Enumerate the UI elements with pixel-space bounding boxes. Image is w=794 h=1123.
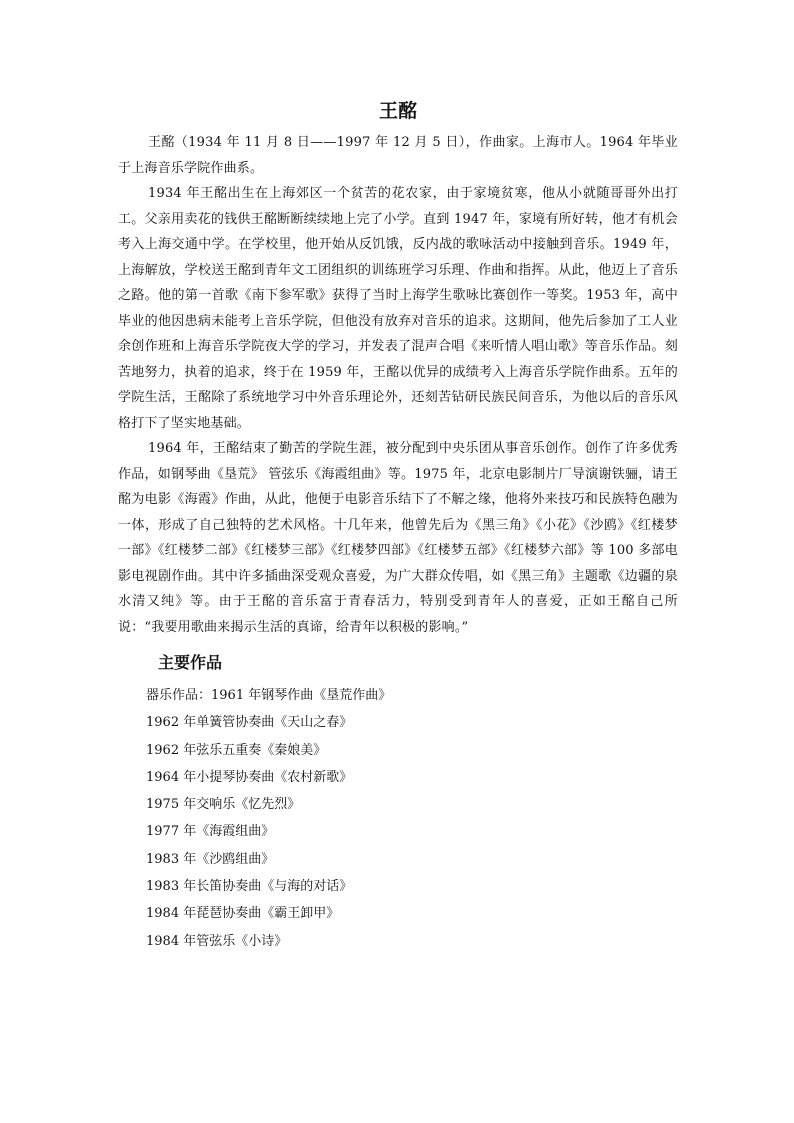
works-list (118, 682, 678, 955)
document-title: 王酩 (378, 100, 417, 122)
list-item: 1977 年《海霞组曲》 (146, 824, 275, 840)
paragraph-career: 1964 年，王酩结束了勤苦的学院生涯，被分配到中央乐团从事音乐创作。创作了许多优秀作品，如钢琴曲《垦荒》 管弦乐《海霞组曲》等。1975 年，北京电影制片厂导演谢铁骊，请王酩为电影《海霞》作曲，从此，他便于电影音乐结下了不解之缘，他将外来技巧和民族特色融为一体，形成了自己独特的艺术风格。十几年来，他曾先后为《黑三角》《小花》《沙鸥》《红楼梦一部》《红楼梦二部》《红楼梦三部》《红楼梦四部》《红楼梦五部》《红楼梦六部》等 100 多部电影电视剧作曲。其中许多插曲深受观众喜爱，为广大群众传唱，如《黑三角》主题歌《边疆的泉水清又纯》等。由于王酩的音乐富于青春活力，特别受到青年人的喜爱，正如王酩自己所说：“我要用歌曲来揭示生活的真谛，给青年以积极的影响。” (118, 441, 678, 635)
document-page (118, 92, 678, 955)
works-heading: 主要作品 (158, 653, 223, 672)
list-item: 1962 年弦乐五重奏《秦娘美》 (146, 742, 327, 758)
list-item: 1983 年长笛协奏曲《与海的对话》 (146, 879, 353, 895)
paragraph-early-life: 1934 年王酩出生在上海郊区一个贫苦的花农家，由于家境贫寒，他从小就随哥哥外出打工。父亲用卖花的钱供王酩断断续续地上完了小学。直到 1947 年，家境有所好转，他才有机会考入上海交通中学。在学校里，他开始从反饥饿，反内战的歌咏活动中接触到音乐。1949 年，上海解放，学校送王酩到青年文工团组织的训练班学习乐理、作曲和指挥。从此，他迈上了音乐之路。他的第一首歌《南下参军歌》获得了当时上海学生歌咏比赛创作一等奖。1953 年，高中毕业的他因患病未能考上音乐学院，但他没有放弃对音乐的追求。这期间，他先后参加了工人业余创作班和上海音乐学院夜大学的学习，并发表了混声合唱《来听情人唱山歌》等音乐作品。刻苦地努力，执着的追求，终于在 1959 年，王酩以优异的成绩考入上海音乐学院作曲系。五年的学院生活，王酩除了系统地学习中外音乐理论外，还刻苦钻研民族民间音乐，为他以后的音乐风格打下了坚实地基础。 (118, 186, 678, 431)
list-item: 1962 年单簧管协奏曲《天山之春》 (146, 715, 353, 731)
list-item: 1984 年管弦乐《小诗》 (146, 933, 288, 949)
list-item: 1983 年《沙鸥组曲》 (146, 851, 275, 867)
list-item: 1975 年交响乐《忆先烈》 (146, 797, 301, 813)
list-item: 器乐作品：1961 年钢琴作曲《垦荒作曲》 (146, 688, 392, 703)
list-item: 1984 年琵琶协奏曲《霸王卸甲》 (146, 906, 340, 922)
paragraph-intro: 王酩（1934 年 11 月 8 日——1997 年 12 月 5 日），作曲家。上海市人。1964 年毕业于上海音乐学院作曲系。 (118, 135, 678, 176)
list-item: 1964 年小提琴协奏曲《农村新歌》 (146, 769, 353, 785)
